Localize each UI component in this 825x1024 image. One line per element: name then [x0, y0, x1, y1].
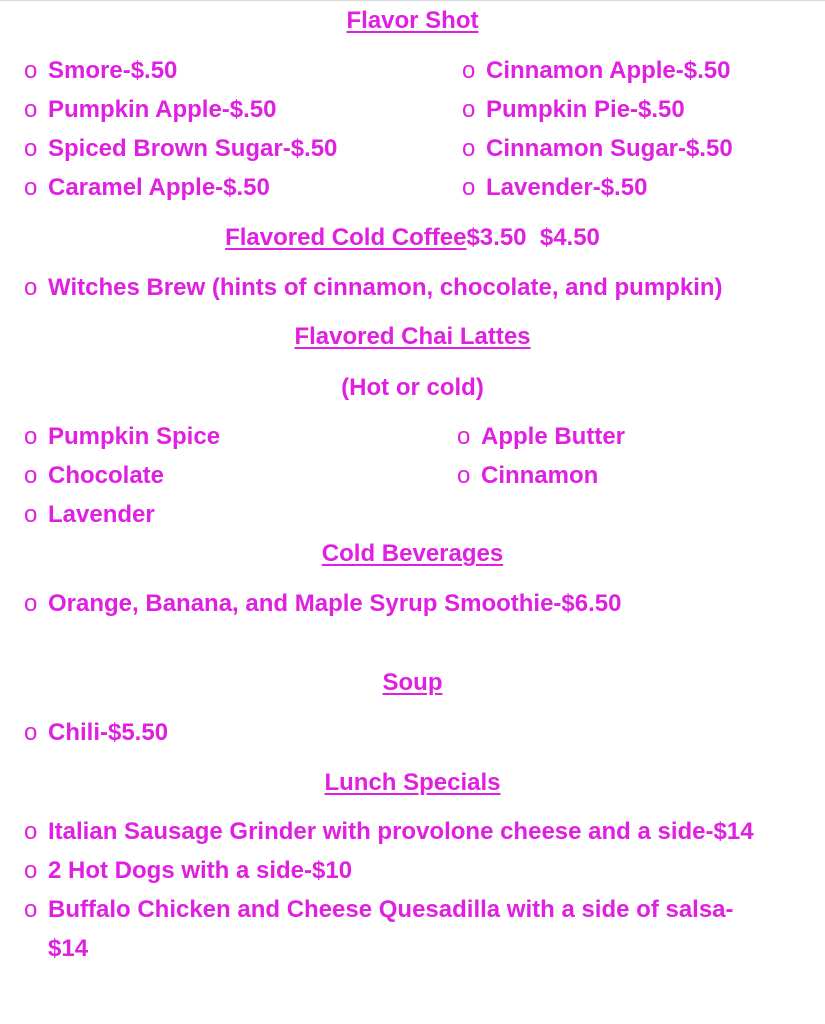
item-label: Apple Butter — [481, 423, 625, 450]
soup-item — [24, 718, 168, 748]
bullet-icon: o — [24, 896, 38, 923]
chai-title: Flavored Chai Lattes — [294, 323, 531, 350]
flavor-shot-item — [24, 95, 277, 125]
cold-beverages-title: Cold Beverages — [321, 540, 504, 567]
cold-coffee-title: Flavored Cold Coffee — [225, 224, 467, 251]
cold-coffee-prices: $3.50 $4.50 — [466, 224, 600, 251]
bullet-icon: o — [24, 96, 38, 123]
item-label: Pumpkin Pie-$.50 — [486, 96, 685, 123]
flavor-shot-item — [24, 173, 270, 203]
section-heading-lunch — [0, 768, 825, 798]
soup-title: Soup — [382, 669, 443, 696]
bullet-icon: o — [24, 174, 38, 201]
item-label: Cinnamon — [481, 462, 599, 489]
item-label: $14 — [48, 935, 89, 962]
chai-item — [457, 461, 598, 491]
cold-beverage-item — [24, 589, 621, 619]
bullet-icon: o — [462, 57, 476, 84]
section-heading-cold-beverages — [0, 539, 825, 569]
chai-item — [24, 422, 220, 452]
bullet-icon: o — [24, 423, 38, 450]
bullet-icon: o — [462, 174, 476, 201]
bullet-icon: o — [457, 462, 471, 489]
section-heading-chai — [0, 322, 825, 352]
top-border — [0, 0, 825, 1]
chai-item — [457, 422, 625, 452]
chai-subtitle-text: (Hot or cold) — [341, 374, 484, 401]
item-label: Cinnamon Apple-$.50 — [486, 57, 731, 84]
item-label: Chili-$5.50 — [48, 719, 169, 746]
item-label: Cinnamon Sugar-$.50 — [486, 135, 733, 162]
item-label: Spiced Brown Sugar-$.50 — [48, 135, 338, 162]
chai-subtitle — [0, 373, 825, 403]
bullet-icon: o — [462, 135, 476, 162]
bullet-icon: o — [24, 274, 38, 301]
item-label: Orange, Banana, and Maple Syrup Smoothie-$6.50 — [48, 590, 622, 617]
bullet-icon: o — [24, 818, 38, 845]
item-label: Pumpkin Apple-$.50 — [48, 96, 277, 123]
item-label: Smore-$.50 — [48, 57, 178, 84]
lunch-item — [24, 895, 734, 925]
bullet-icon: o — [462, 96, 476, 123]
chai-item — [24, 461, 164, 491]
bullet-icon: o — [24, 857, 38, 884]
section-heading-flavor-shot — [0, 6, 825, 36]
section-heading-cold-coffee — [0, 223, 825, 253]
item-label: Witches Brew (hints of cinnamon, chocolate, and pumpkin) — [48, 274, 723, 301]
item-label: Pumpkin Spice — [48, 423, 221, 450]
item-label: Chocolate — [48, 462, 165, 489]
lunch-title: Lunch Specials — [324, 769, 501, 796]
lunch-item-continuation — [48, 934, 88, 964]
flavor-shot-item — [462, 134, 733, 164]
item-label: Lavender — [48, 501, 155, 528]
flavor-shot-item — [24, 56, 177, 86]
cold-coffee-item — [24, 273, 723, 303]
flavor-shot-title: Flavor Shot — [346, 7, 479, 34]
item-label: Caramel Apple-$.50 — [48, 174, 270, 201]
lunch-item — [24, 856, 352, 886]
flavor-shot-item — [462, 95, 685, 125]
flavor-shot-item — [24, 134, 337, 164]
flavor-shot-item — [462, 56, 730, 86]
item-label: Lavender-$.50 — [486, 174, 648, 201]
flavor-shot-item — [462, 173, 647, 203]
section-heading-soup — [0, 668, 825, 698]
chai-item — [24, 500, 155, 530]
item-label: 2 Hot Dogs with a side-$10 — [48, 857, 353, 884]
item-label: Italian Sausage Grinder with provolone cheese and a side-$14 — [48, 818, 754, 845]
bullet-icon: o — [24, 462, 38, 489]
lunch-item — [24, 817, 754, 847]
bullet-icon: o — [24, 501, 38, 528]
bullet-icon: o — [24, 590, 38, 617]
bullet-icon: o — [24, 57, 38, 84]
item-label: Buffalo Chicken and Cheese Quesadilla with a side of salsa- — [48, 896, 734, 923]
bullet-icon: o — [24, 719, 38, 746]
bullet-icon: o — [457, 423, 471, 450]
bullet-icon: o — [24, 135, 38, 162]
